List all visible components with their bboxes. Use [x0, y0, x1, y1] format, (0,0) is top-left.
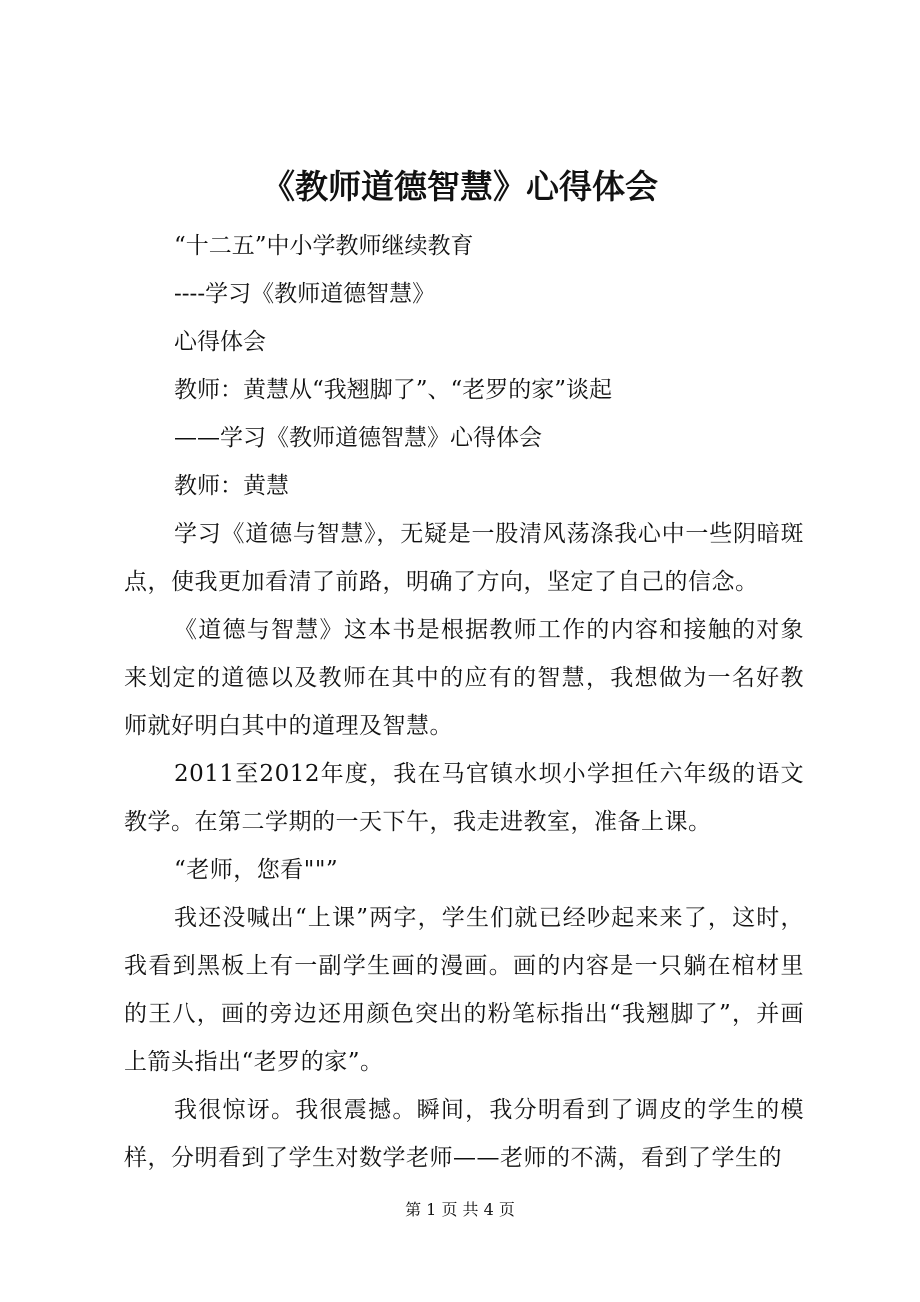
- header-line: 心得体会: [174, 329, 266, 355]
- document-title: 《教师道德智慧》心得体会: [262, 167, 658, 206]
- header-line: ——学习《教师道德智慧》心得体会: [174, 425, 542, 451]
- body-paragraph: 《道德与智慧》这本书是根据教师工作的内容和接触的对象来划定的道德以及教师在其中的应有的智慧，我想做为一名好教师就好明白其中的道理及智慧。: [124, 617, 804, 739]
- body-paragraph: 我很惊讶。我很震撼。瞬间，我分明看到了调皮的学生的模样，分明看到了学生对数学老师——老师的不满，看到了学生的: [124, 1097, 804, 1171]
- header-line: “十二五”中小学教师继续教育: [174, 233, 474, 259]
- body-paragraph: 我还没喊出“上课”两字，学生们就已经吵起来来了，这时，我看到黑板上有一副学生画的漫画。画的内容是一只躺在棺材里的王八，画的旁边还用颜色突出的粉笔标指出“我翘脚了”，并画上箭头指出“老罗的家”。: [124, 905, 804, 1075]
- header-line: ----学习《教师道德智慧》: [174, 281, 436, 307]
- body-paragraph: “老师，您看""”: [174, 857, 339, 883]
- body-paragraph: 学习《道德与智慧》，无疑是一股清风荡涤我心中一些阴暗斑点，使我更加看清了前路，明确了方向，坚定了自己的信念。: [124, 521, 804, 595]
- header-line: 教师：黄慧从“我翘脚了”、“老罗的家”谈起: [174, 377, 613, 403]
- header-line: 教师：黄慧: [174, 473, 289, 499]
- document-body: [124, 222, 804, 1182]
- page-footer: 第 1 页 共 4 页: [405, 1200, 515, 1219]
- body-paragraph: 2011至2012年度，我在马官镇水坝小学担任六年级的语文教学。在第二学期的一天下午，我走进教室，准备上课。: [124, 761, 804, 835]
